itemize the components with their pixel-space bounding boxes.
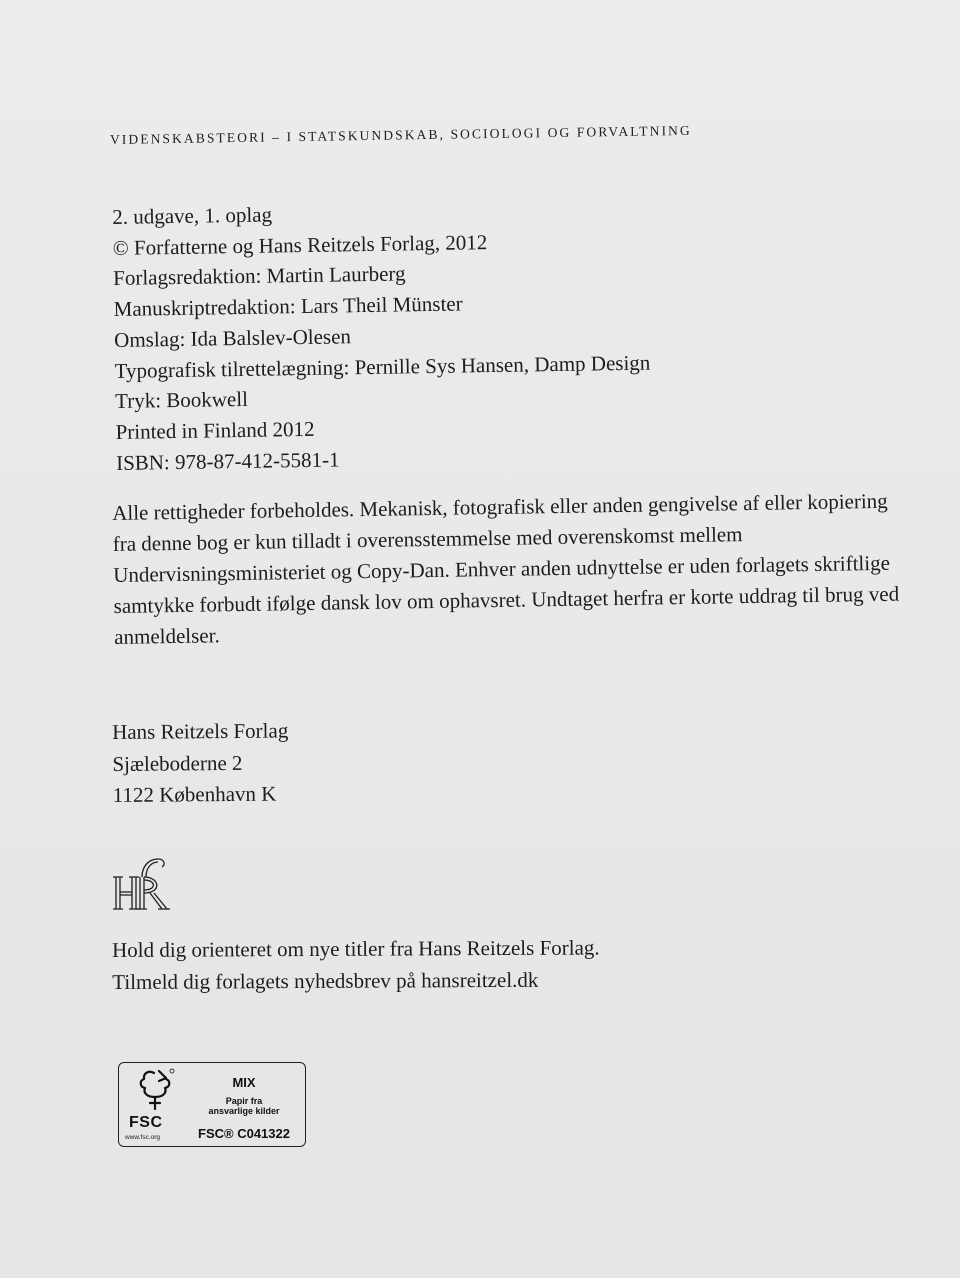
newsletter-line-1: Hold dig orienteret om nye titler fra Hans Reitzels Forlag.: [112, 935, 600, 962]
cover-line: Omslag: Ida Balslev-Olesen: [113, 324, 352, 352]
publisher-name: Hans Reitzels Forlag: [112, 718, 289, 744]
manuscript-editor-line: Manuskriptredaktion: Lars Theil Münster: [113, 291, 463, 322]
fsc-description-line-1: Papir fra: [225, 1096, 263, 1106]
street-address: Sjæleboderne 2: [112, 750, 243, 776]
fsc-description-line-2: ansvarlige kilder: [208, 1106, 280, 1116]
rights-notice-text: Alle rettigheder forbeholdes. Mekanisk, fotografisk eller anden gengivelse af eller kopiering fra denne bog er kun tilladt i overensstemmelse med overenskomst mellem Undervisningsministeriet og Copy-Dan. Enhver anden udnyttelse er uden forlagets skriftlige samtykke forbudt ifølge dansk lov om ophavsret. Undtaget herfra er korte uddrag til brug ved anmeldelser.: [112, 488, 900, 649]
postal-city: 1122 København K: [112, 781, 277, 807]
fsc-logo: [123, 1067, 183, 1141]
fsc-description: [189, 1096, 299, 1116]
copyright-line: © Forfatterne og Hans Reitzels Forlag, 2012: [112, 229, 488, 260]
credits-block: [112, 194, 652, 479]
newsletter-block: [112, 932, 600, 998]
fsc-wordmark: FSC: [129, 1114, 163, 1131]
rights-notice: [112, 485, 914, 653]
fsc-license-code: FSC® C041322: [198, 1126, 290, 1141]
publisher-address: [112, 715, 289, 811]
fsc-claim: [189, 1069, 299, 1141]
publishing-editor-line: Forlagsredaktion: Martin Laurberg: [113, 261, 406, 291]
typography-line: Typografisk tilrettelægning: Pernille Sys Hansen, Damp Design: [114, 350, 651, 383]
hr-monogram-graphic: [112, 855, 174, 913]
fsc-url: www.fsc.org: [125, 1134, 161, 1141]
series-title: VIDENSKABSTEORI – I STATSKUNDSKAB, SOCIOLOGI OG FORVALTNING: [109, 122, 692, 147]
hr-logo-text: HR: [112, 855, 114, 856]
newsletter-line-2: Tilmeld dig forlagets nyhedsbrev på hansreitzel.dk: [112, 967, 539, 994]
isbn-line: ISBN: 978-87-412-5581-1: [115, 447, 340, 475]
edition-line: 2. udgave, 1. oplag: [112, 202, 273, 229]
printed-in-line: Printed in Finland 2012: [115, 416, 315, 444]
fsc-mix: MIX: [232, 1075, 256, 1090]
hr-monogram-logo: [112, 855, 174, 913]
fsc-label: [118, 1062, 306, 1147]
fsc-tree-icon: [133, 1067, 177, 1111]
printer-line: Tryk: Bookwell: [114, 387, 249, 414]
